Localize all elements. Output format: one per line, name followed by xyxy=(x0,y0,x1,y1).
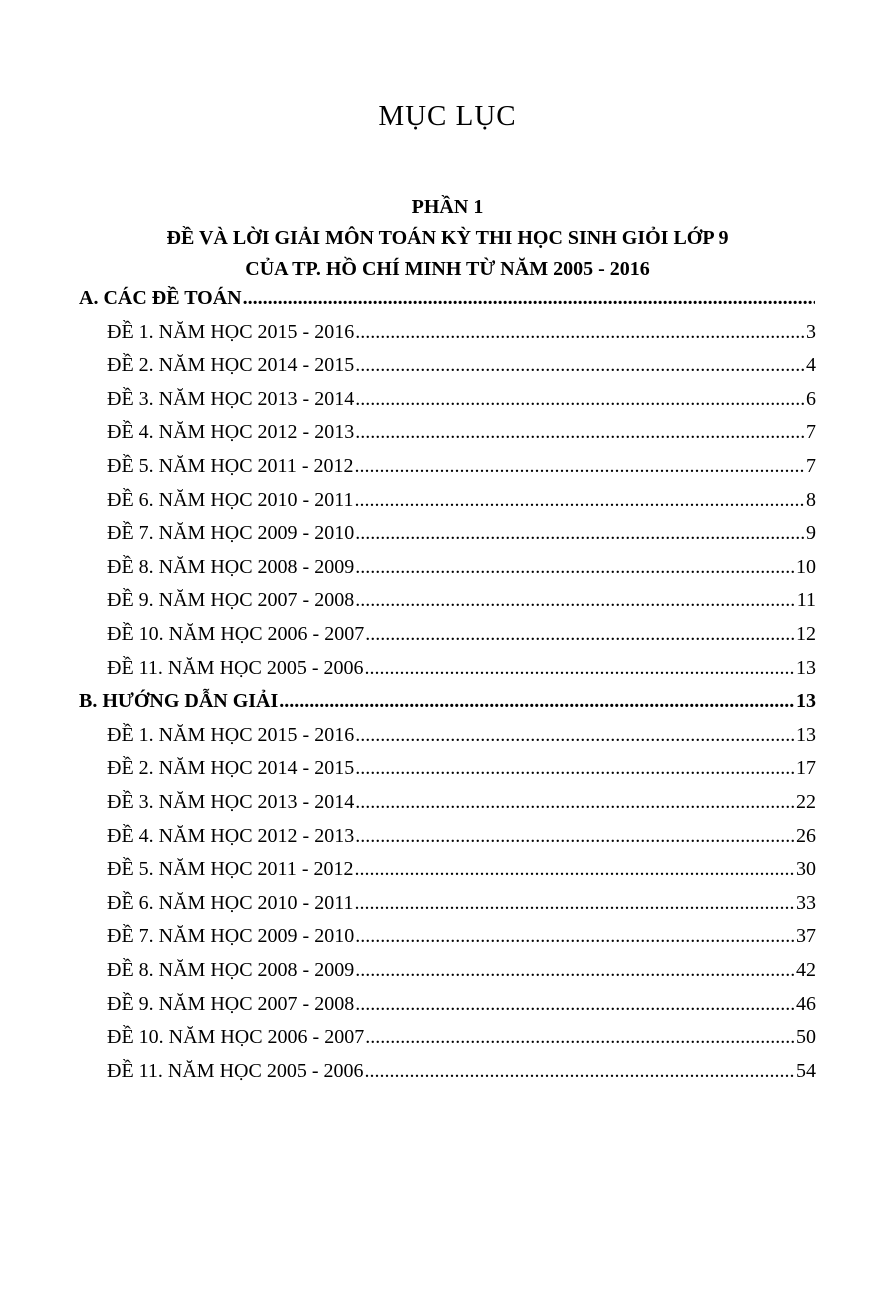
toc-entry-label: ĐỀ 4. NĂM HỌC 2012 - 2013 xyxy=(107,824,355,847)
dot-leader xyxy=(364,1054,795,1088)
dot-leader xyxy=(355,415,805,449)
toc-entry-label: ĐỀ 2. NĂM HỌC 2014 - 2015 xyxy=(107,354,355,377)
dot-leader xyxy=(355,348,805,382)
toc-entry-label: ĐỀ 6. NĂM HỌC 2010 - 2011 xyxy=(107,891,354,914)
toc-title: MỤC LỤC xyxy=(378,100,517,132)
toc-entry-label: ĐỀ 11. NĂM HỌC 2005 - 2006 xyxy=(107,656,364,679)
dot-leader xyxy=(354,483,805,517)
toc-entry-label: ĐỀ 1. NĂM HỌC 2015 - 2016 xyxy=(107,723,355,746)
toc-entry-row[interactable] xyxy=(107,449,816,483)
toc-entry-row[interactable] xyxy=(107,348,816,382)
dot-leader xyxy=(354,449,805,483)
toc-entry-row[interactable] xyxy=(107,953,816,987)
toc-entry-page-number: 4 xyxy=(806,354,816,377)
toc-entry-row[interactable] xyxy=(107,617,816,651)
toc-entry-row[interactable] xyxy=(107,382,816,416)
toc-entry-page-number: 10 xyxy=(796,555,816,578)
part-title-line-2: CỦA TP. HỒ CHÍ MINH TỪ NĂM 2005 - 2016 xyxy=(245,258,650,280)
toc-entry-label: ĐỀ 8. NĂM HỌC 2008 - 2009 xyxy=(107,959,355,981)
toc-entry-label: ĐỀ 11. NĂM HỌC 2005 - 2006 xyxy=(107,1059,364,1082)
toc-entry-label: ĐỀ 3. NĂM HỌC 2013 - 2014 xyxy=(107,791,355,813)
toc-entry-label: ĐỀ 7. NĂM HỌC 2009 - 2010 xyxy=(107,522,355,545)
toc-entry-page-number: 50 xyxy=(796,1026,816,1049)
toc-section-label: B. HƯỚNG DẪN GIẢI xyxy=(79,690,279,713)
toc-entry-label: ĐỀ 7. NĂM HỌC 2009 - 2010 xyxy=(107,925,355,948)
toc-entry-page-number: 37 xyxy=(796,925,816,948)
toc-section-page-number: 13 xyxy=(796,690,816,713)
toc-entry-label: ĐỀ 10. NĂM HỌC 2006 - 2007 xyxy=(107,1026,365,1049)
toc-entry-page-number: 17 xyxy=(796,757,816,780)
toc-entry-page-number: 6 xyxy=(806,387,816,410)
toc-entry-row[interactable] xyxy=(107,785,816,819)
toc-entry-label: ĐỀ 4. NĂM HỌC 2012 - 2013 xyxy=(107,421,355,444)
toc-entry-row[interactable] xyxy=(107,415,816,449)
toc-entry-row[interactable] xyxy=(107,751,816,785)
toc-entry-row[interactable] xyxy=(107,550,816,584)
toc-entry-row[interactable] xyxy=(107,819,816,853)
dot-leader xyxy=(355,953,795,987)
toc-entry-page-number: 22 xyxy=(796,791,816,813)
dot-leader xyxy=(279,684,795,718)
dot-leader xyxy=(365,1020,795,1054)
toc-entry-label: ĐỀ 10. NĂM HỌC 2006 - 2007 xyxy=(107,623,365,645)
dot-leader xyxy=(354,852,795,886)
toc-entry-row[interactable] xyxy=(107,718,816,752)
toc-entry-page-number: 12 xyxy=(796,623,816,645)
toc-entry-label: ĐỀ 3. NĂM HỌC 2013 - 2014 xyxy=(107,387,355,410)
toc-section-row[interactable] xyxy=(79,684,816,718)
dot-leader xyxy=(355,516,805,550)
toc-entry-row[interactable] xyxy=(107,987,816,1021)
toc-entry-row[interactable] xyxy=(107,919,816,953)
dot-leader xyxy=(243,281,815,315)
dot-leader xyxy=(355,987,795,1021)
dot-leader xyxy=(355,919,795,953)
toc-entry-page-number: 8 xyxy=(806,488,816,511)
part-title-line-1: ĐỀ VÀ LỜI GIẢI MÔN TOÁN KỲ THI HỌC SINH GIỎI LỚP 9 xyxy=(166,227,729,249)
toc-entry-page-number: 42 xyxy=(796,959,816,981)
dot-leader xyxy=(355,785,795,819)
toc-entry-row[interactable] xyxy=(107,516,816,550)
toc-entry-label: ĐỀ 6. NĂM HỌC 2010 - 2011 xyxy=(107,488,354,511)
toc-entry-page-number: 9 xyxy=(806,522,816,545)
toc-entry-page-number: 13 xyxy=(796,723,816,746)
toc-entry-page-number: 26 xyxy=(796,824,816,847)
dot-leader xyxy=(355,751,795,785)
dot-leader xyxy=(355,583,796,617)
dot-leader xyxy=(355,819,795,853)
toc-entry-page-number: 30 xyxy=(796,858,816,881)
toc-entry-row[interactable] xyxy=(107,1054,816,1088)
dot-leader xyxy=(355,382,805,416)
toc-entry-row[interactable] xyxy=(107,651,816,685)
toc-entry-label: ĐỀ 9. NĂM HỌC 2007 - 2008 xyxy=(107,992,355,1015)
toc-section-label: A. CÁC ĐỀ TOÁN xyxy=(79,287,242,309)
toc-entry-page-number: 7 xyxy=(806,421,816,444)
part-heading: PHẦN 1 xyxy=(411,196,484,218)
toc-entry-label: ĐỀ 9. NĂM HỌC 2007 - 2008 xyxy=(107,589,355,612)
dot-leader xyxy=(355,550,795,584)
dot-leader xyxy=(354,886,795,920)
toc-entry-label: ĐỀ 1. NĂM HỌC 2015 - 2016 xyxy=(107,320,355,343)
toc-entry-page-number: 54 xyxy=(796,1059,816,1082)
toc-entry-label: ĐỀ 2. NĂM HỌC 2014 - 2015 xyxy=(107,757,355,780)
toc-entry-page-number: 33 xyxy=(796,891,816,914)
toc-entry-page-number: 11 xyxy=(796,589,816,612)
toc-entry-page-number: 3 xyxy=(806,320,816,343)
toc-entry-label: ĐỀ 8. NĂM HỌC 2008 - 2009 xyxy=(107,555,355,578)
toc-entry-row[interactable] xyxy=(107,1020,816,1054)
toc-entry-page-number: 46 xyxy=(796,992,816,1015)
dot-leader xyxy=(364,651,795,685)
toc-entry-page-number: 7 xyxy=(806,455,816,477)
toc-entry-row[interactable] xyxy=(107,852,816,886)
dot-leader xyxy=(355,718,795,752)
toc-entry-row[interactable] xyxy=(107,886,816,920)
toc-entry-label: ĐỀ 5. NĂM HỌC 2011 - 2012 xyxy=(107,455,354,477)
toc-entry-page-number: 13 xyxy=(796,656,816,679)
toc-entry-row[interactable] xyxy=(107,483,816,517)
toc-entry-row[interactable] xyxy=(107,315,816,349)
toc-entry-row[interactable] xyxy=(107,583,816,617)
dot-leader xyxy=(365,617,795,651)
dot-leader xyxy=(355,315,805,349)
toc-entry-label: ĐỀ 5. NĂM HỌC 2011 - 2012 xyxy=(107,858,354,881)
part-heading-block xyxy=(0,192,895,285)
toc-section-row[interactable] xyxy=(79,281,816,315)
